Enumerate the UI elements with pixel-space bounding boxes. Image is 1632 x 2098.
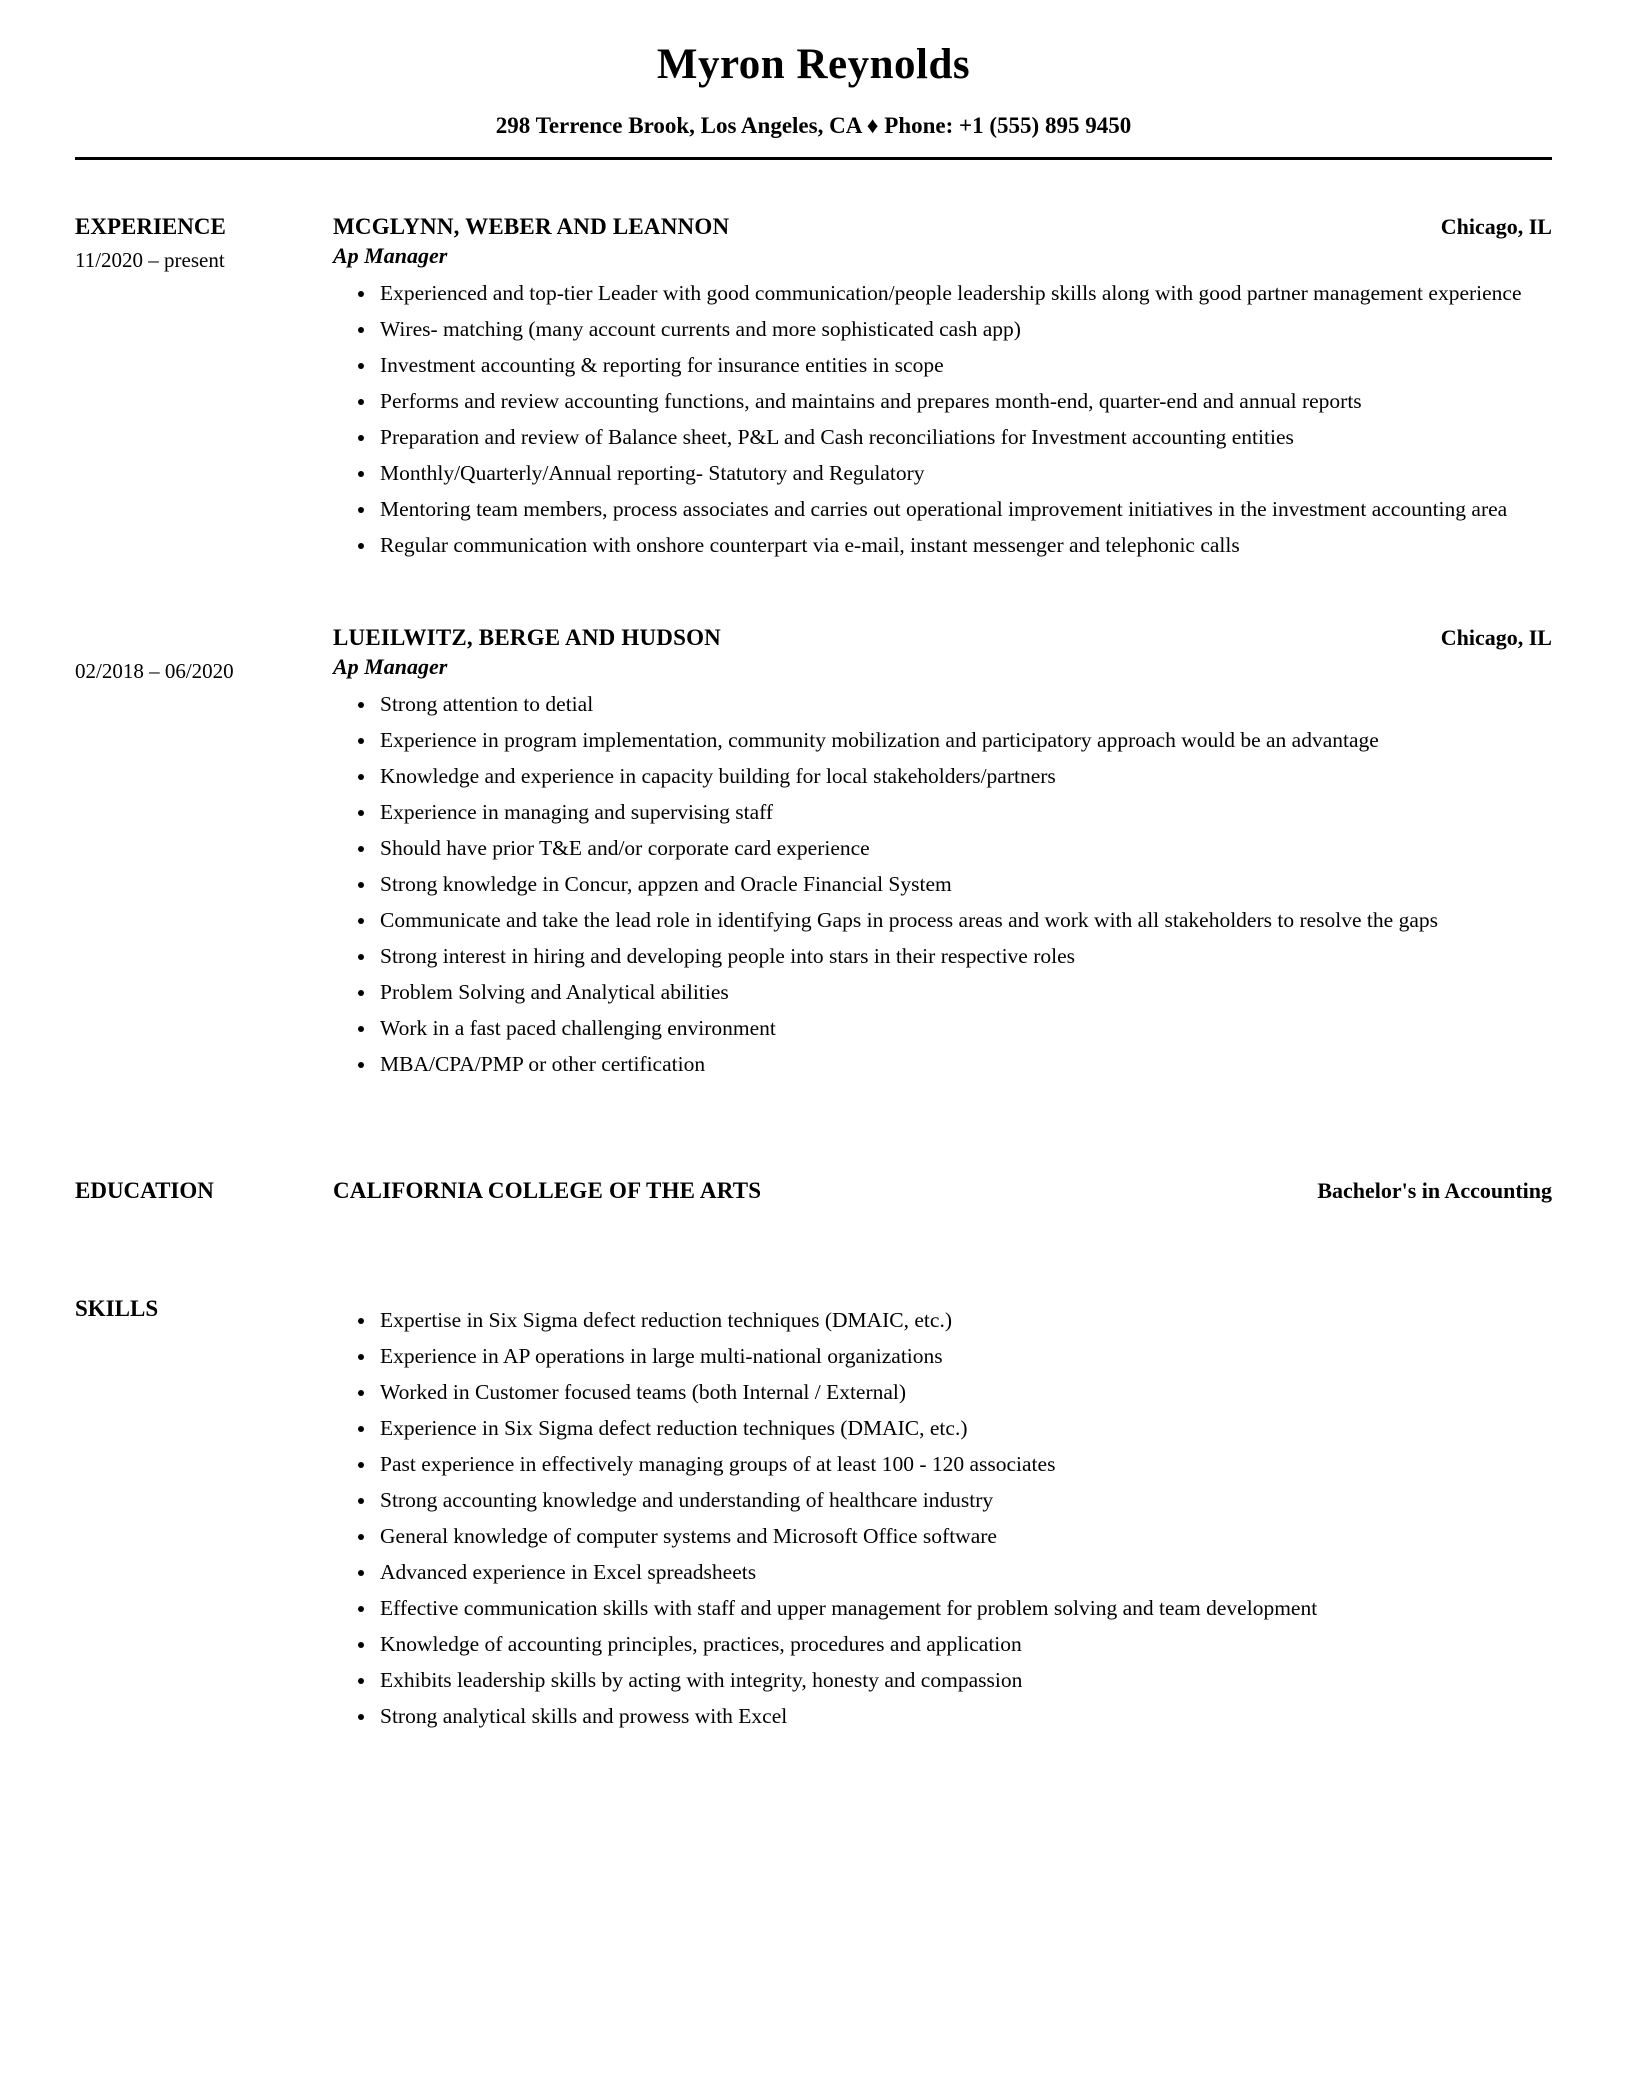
bullet-item: • Communicate and take the lead role in identifying Gaps in process areas and work with all stakeholders to resolve the gaps [377, 902, 1552, 938]
job-entry [333, 625, 1552, 1082]
section-label-skills: SKILLS [75, 1296, 159, 1321]
skills-entry [333, 1296, 1552, 1734]
education-entry [333, 1178, 1552, 1204]
bullet-item: • Knowledge of accounting principles, practices, procedures and application [377, 1626, 1552, 1662]
bullet-item: • Mentoring team members, process associates and carries out operational improvement initiatives in the investment accounting area [377, 491, 1552, 527]
job-location: Chicago, IL [1440, 214, 1552, 239]
bullet-item: • Experience in program implementation, community mobilization and participatory approach would be an advantage [377, 722, 1552, 758]
bullet-item: • Regular communication with onshore counterpart via e-mail, instant messenger and telephonic calls [377, 527, 1552, 563]
header-rule [75, 157, 1552, 160]
degree-name: Bachelor's in Accounting [1317, 1178, 1552, 1203]
school-name: CALIFORNIA COLLEGE OF THE ARTS [333, 1178, 762, 1203]
company-name: MCGLYNN, WEBER AND LEANNON [333, 214, 730, 239]
job-entry [333, 214, 1552, 563]
job-location: Chicago, IL [1440, 625, 1552, 650]
bullet-item: • Worked in Customer focused teams (both Internal / External) [377, 1374, 1552, 1410]
bullet-item: • Monthly/Quarterly/Annual reporting- Statutory and Regulatory [377, 455, 1552, 491]
job-title: Ap Manager [333, 654, 448, 679]
bullet-item: • General knowledge of computer systems and Microsoft Office software [377, 1518, 1552, 1554]
education-section [75, 1178, 1552, 1204]
bullet-item: • Preparation and review of Balance sheet, P&L and Cash reconciliations for Investment accounting entities [377, 419, 1552, 455]
experience-section-job2 [75, 625, 1552, 1082]
experience-section [75, 214, 1552, 563]
skills-left-column [75, 1296, 333, 1322]
company-name: LUEILWITZ, BERGE AND HUDSON [333, 625, 721, 650]
experience-left-column [75, 625, 333, 684]
section-label-experience: EXPERIENCE [75, 214, 226, 239]
job-header [333, 214, 1552, 240]
bullet-item: • Experienced and top-tier Leader with good communication/people leadership skills along with good partner management experience [377, 275, 1552, 311]
bullet-item: • Investment accounting & reporting for insurance entities in scope [377, 347, 1552, 383]
section-label-education: EDUCATION [75, 1178, 214, 1203]
job-header [333, 625, 1552, 651]
bullet-item: • Experience in AP operations in large multi-national organizations [377, 1338, 1552, 1374]
education-line [333, 1178, 1552, 1204]
bullet-item: • Strong analytical skills and prowess with Excel [377, 1698, 1552, 1734]
job-dates: 02/2018 – 06/2020 [75, 659, 234, 683]
bullet-item: • Wires- matching (many account currents and more sophisticated cash app) [377, 311, 1552, 347]
bullet-item: • Experience in managing and supervising staff [377, 794, 1552, 830]
candidate-name: Myron Reynolds [656, 41, 971, 88]
bullet-item: • Exhibits leadership skills by acting with integrity, honesty and compassion [377, 1662, 1552, 1698]
bullet-item: • Strong attention to detial [377, 686, 1552, 722]
bullet-item: • Strong accounting knowledge and understanding of healthcare industry [377, 1482, 1552, 1518]
bullet-item: • Past experience in effectively managing groups of at least 100 - 120 associates [377, 1446, 1552, 1482]
bullet-item: • Effective communication skills with staff and upper management for problem solving and team development [377, 1590, 1552, 1626]
job-bullets [333, 686, 1552, 1082]
job-title: Ap Manager [333, 243, 448, 268]
bullet-item: • Work in a fast paced challenging environment [377, 1010, 1552, 1046]
bullet-item: • Expertise in Six Sigma defect reduction techniques (DMAIC, etc.) [377, 1302, 1552, 1338]
resume-header [75, 40, 1552, 160]
skills-bullets [333, 1302, 1552, 1734]
contact-line: 298 Terrence Brook, Los Angeles, CA ♦ Phone: +1 (555) 895 9450 [495, 113, 1132, 138]
skills-section [75, 1296, 1552, 1734]
bullet-item: • Experience in Six Sigma defect reduction techniques (DMAIC, etc.) [377, 1410, 1552, 1446]
bullet-item: • Should have prior T&E and/or corporate card experience [377, 830, 1552, 866]
bullet-item: • Strong knowledge in Concur, appzen and Oracle Financial System [377, 866, 1552, 902]
bullet-item: • MBA/CPA/PMP or other certification [377, 1046, 1552, 1082]
job-dates: 11/2020 – present [75, 248, 225, 272]
bullet-item: • Advanced experience in Excel spreadsheets [377, 1554, 1552, 1590]
job-bullets [333, 275, 1552, 563]
bullet-item: • Knowledge and experience in capacity building for local stakeholders/partners [377, 758, 1552, 794]
experience-left-column [75, 214, 333, 273]
bullet-item: • Problem Solving and Analytical abilities [377, 974, 1552, 1010]
bullet-item: • Performs and review accounting functions, and maintains and prepares month-end, quarter-end and annual reports [377, 383, 1552, 419]
bullet-item: • Strong interest in hiring and developing people into stars in their respective roles [377, 938, 1552, 974]
education-left-column [75, 1178, 333, 1204]
